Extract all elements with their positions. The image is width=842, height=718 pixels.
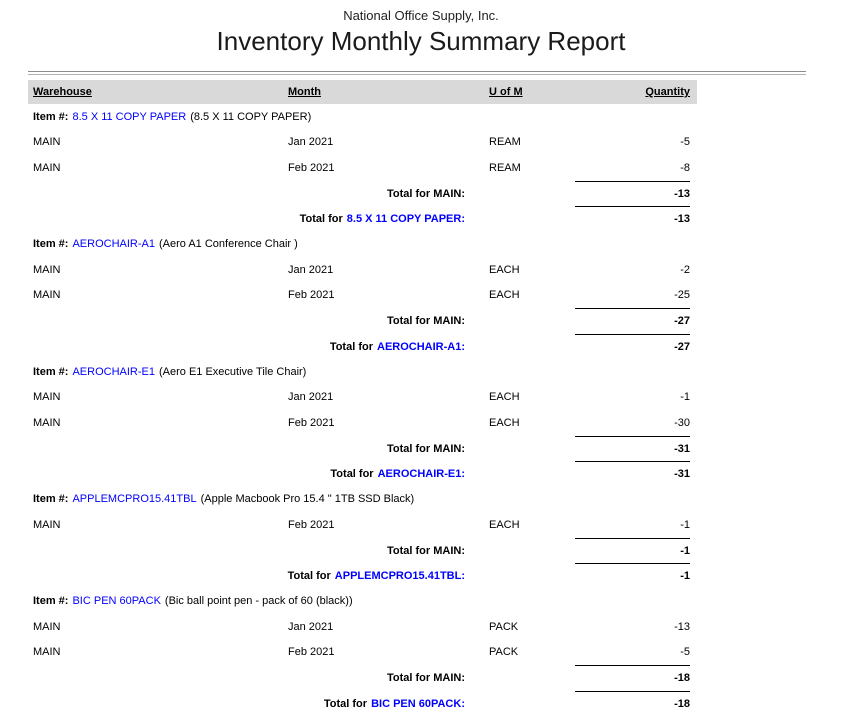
total-for-text: Total for (330, 468, 374, 480)
item-number-label: Item #: (33, 493, 69, 506)
warehouse-total-value: -1 (575, 538, 690, 564)
warehouse-total-row (0, 538, 842, 564)
table-row (0, 512, 842, 538)
item-total-value: -18 (575, 691, 690, 717)
item-description: (8.5 X 11 COPY PAPER) (190, 110, 312, 123)
warehouse-cell: MAIN (33, 620, 61, 633)
warehouse-cell: MAIN (33, 416, 61, 429)
month-cell: Feb 2021 (288, 416, 335, 429)
month-cell: Jan 2021 (288, 263, 334, 276)
item-total-code-link[interactable]: AEROCHAIR-E1: (377, 468, 465, 480)
report-company: National Office Supply, Inc. (343, 8, 499, 23)
warehouse-cell: MAIN (33, 161, 61, 174)
table-row (0, 385, 842, 411)
table-row (0, 283, 842, 309)
item-total-label (33, 206, 489, 232)
quantity-cell: -5 (680, 646, 690, 659)
uom-cell: REAM (489, 136, 521, 149)
item-total-code-link[interactable]: AEROCHAIR-A1: (377, 340, 465, 353)
item-total-row (0, 691, 842, 717)
column-header-uom: U of M (489, 86, 523, 98)
month-cell: Feb 2021 (288, 289, 335, 302)
uom-cell: EACH (489, 518, 520, 531)
item-total-code-link[interactable]: BIC PEN 60PACK: (371, 697, 465, 710)
item-code-link[interactable]: 8.5 X 11 COPY PAPER (72, 110, 187, 123)
quantity-cell: -1 (680, 391, 690, 404)
column-header-row (28, 80, 697, 104)
item-header (0, 589, 842, 615)
quantity-cell: -2 (680, 263, 690, 276)
item-number-label: Item #: (33, 365, 69, 378)
uom-cell: EACH (489, 289, 520, 302)
item-header (0, 487, 842, 513)
report-title: Inventory Monthly Summary Report (216, 26, 626, 56)
warehouse-total-value: -27 (575, 308, 690, 334)
quantity-cell: -13 (674, 620, 690, 633)
table-row (0, 410, 842, 436)
warehouse-total-row (0, 308, 842, 334)
warehouse-total-value: -18 (575, 665, 690, 691)
item-total-label (33, 334, 489, 360)
table-row (0, 130, 842, 156)
item-header (0, 359, 842, 385)
item-number-label: Item #: (33, 595, 69, 608)
column-header-month: Month (288, 86, 321, 98)
item-description: (Apple Macbook Pro 15.4 " 1TB SSD Black) (200, 493, 415, 506)
warehouse-total-label: Total for MAIN: (386, 672, 465, 684)
total-for-text: Total for (329, 340, 373, 353)
warehouse-total-label: Total for MAIN: (386, 315, 465, 327)
warehouse-cell: MAIN (33, 646, 61, 659)
warehouse-total-label: Total for MAIN: (386, 544, 465, 557)
warehouse-total-row (0, 665, 842, 691)
item-description: (Aero E1 Executive Tile Chair) (159, 365, 307, 378)
month-cell: Feb 2021 (288, 646, 335, 659)
month-cell: Jan 2021 (288, 620, 334, 633)
quantity-cell: -30 (674, 416, 690, 429)
warehouse-total-value: -13 (575, 181, 690, 207)
item-total-value: -31 (575, 461, 690, 487)
warehouse-total-row (0, 436, 842, 462)
quantity-cell: -5 (680, 136, 690, 149)
month-cell: Jan 2021 (288, 391, 334, 404)
item-number-label: Item #: (33, 238, 69, 251)
table-row (0, 257, 842, 283)
warehouse-cell: MAIN (33, 263, 61, 276)
uom-cell: PACK (489, 646, 519, 659)
total-for-text: Total for (287, 570, 331, 582)
item-code-link[interactable]: BIC PEN 60PACK (72, 595, 161, 608)
item-total-code-link[interactable]: APPLEMCPRO15.41TBL: (334, 570, 465, 582)
item-total-row (0, 461, 842, 487)
warehouse-cell: MAIN (33, 518, 61, 531)
month-cell: Jan 2021 (288, 136, 334, 149)
uom-cell: EACH (489, 391, 520, 404)
warehouse-total-label: Total for MAIN: (386, 187, 465, 200)
item-description: (Bic ball point pen - pack of 60 (black)) (164, 595, 353, 608)
warehouse-total-row (0, 181, 842, 207)
item-total-label (33, 563, 489, 589)
item-total-row (0, 563, 842, 589)
item-total-value: -1 (575, 563, 690, 589)
column-header-warehouse: Warehouse (33, 86, 92, 98)
item-number-label: Item #: (33, 110, 69, 123)
table-row (0, 155, 842, 181)
warehouse-cell: MAIN (33, 391, 61, 404)
uom-cell: EACH (489, 263, 520, 276)
month-cell: Feb 2021 (288, 518, 335, 531)
item-total-row (0, 334, 842, 360)
item-description: (Aero A1 Conference Chair ) (159, 238, 298, 251)
item-total-code-link[interactable]: 8.5 X 11 COPY PAPER: (346, 213, 465, 225)
warehouse-cell: MAIN (33, 136, 61, 149)
warehouse-total-value: -31 (575, 436, 690, 462)
month-cell: Feb 2021 (288, 161, 335, 174)
total-for-text: Total for (299, 213, 343, 225)
item-header (0, 232, 842, 258)
table-row (0, 614, 842, 640)
quantity-cell: -1 (680, 518, 690, 531)
total-for-text: Total for (323, 697, 368, 710)
item-code-link[interactable]: AEROCHAIR-E1 (72, 365, 155, 378)
item-total-value: -27 (575, 334, 690, 360)
item-code-link[interactable]: APPLEMCPRO15.41TBL (72, 493, 197, 506)
uom-cell: PACK (489, 620, 519, 633)
item-header (0, 104, 842, 130)
table-row (0, 640, 842, 666)
item-code-link[interactable]: AEROCHAIR-A1 (72, 238, 155, 251)
item-total-row (0, 206, 842, 232)
quantity-cell: -25 (674, 289, 690, 302)
item-total-label (33, 691, 489, 717)
quantity-cell: -8 (680, 161, 690, 174)
item-total-value: -13 (575, 206, 690, 232)
item-total-label (33, 461, 489, 487)
uom-cell: EACH (489, 416, 520, 429)
header-rule (28, 71, 806, 75)
warehouse-total-label: Total for MAIN: (386, 442, 465, 455)
uom-cell: REAM (489, 161, 521, 174)
column-header-quantity: Quantity (645, 86, 690, 98)
warehouse-cell: MAIN (33, 289, 61, 302)
